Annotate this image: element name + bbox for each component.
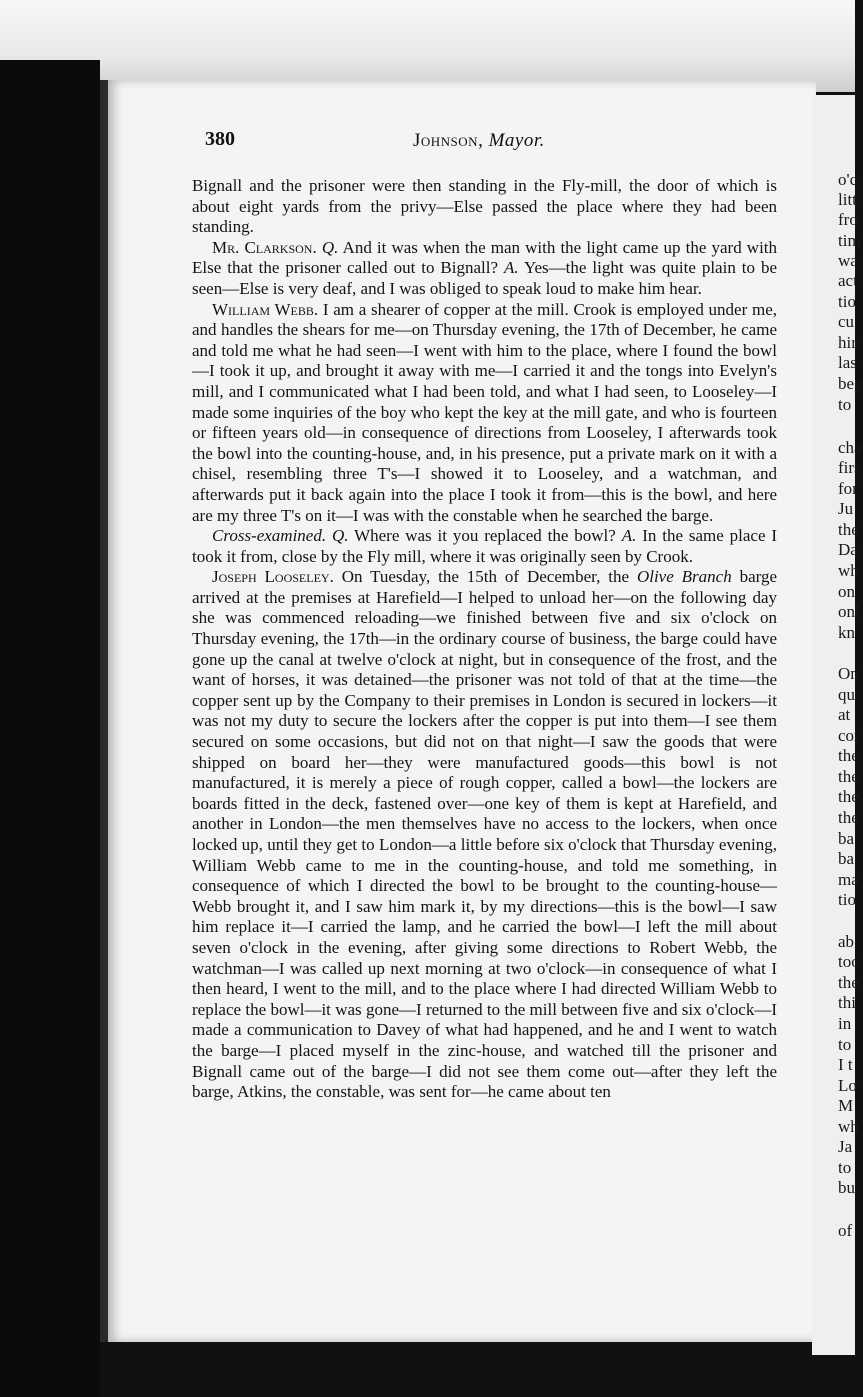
- running-head-title: Mayor.: [488, 130, 545, 151]
- facing-page-fragment: for: [838, 479, 858, 498]
- paragraph: [192, 300, 777, 527]
- answer-marker: A.: [621, 526, 637, 546]
- facing-page-fragment: wh: [838, 1117, 859, 1136]
- facing-page-fragment: ma: [838, 870, 859, 889]
- facing-page-fragment: the: [838, 787, 859, 806]
- facing-page-fragment: in: [838, 1014, 852, 1033]
- facing-page-fragment: the: [838, 746, 859, 765]
- facing-page-edge: [812, 95, 863, 1355]
- page-header: [205, 128, 780, 158]
- answer-text: Yes—the light was quite plain to be seen—Else is very deaf, and I was obliged to speak loud to make him hear.: [192, 258, 777, 298]
- facing-page-fragment: wh: [838, 561, 859, 580]
- facing-page-fragment: of: [838, 1221, 853, 1240]
- running-head: [413, 130, 545, 152]
- facing-page-fragment: hir: [838, 333, 857, 352]
- answer-text: In the same place I took it from, close by the Fly mill, where it was originally seen by Crook.: [192, 526, 778, 566]
- question-text: And it was when the man with the light came up the yard with Else that the prisoner called out to Bignall?: [192, 237, 778, 278]
- facing-page-fragment: Da: [838, 540, 858, 559]
- facing-page-fragment: o'c: [838, 170, 858, 189]
- facing-page-fragment: too: [838, 952, 860, 971]
- facing-page-fragment: bu: [838, 1178, 855, 1197]
- speaker-name: Joseph Looseley.: [212, 567, 334, 587]
- question-marker: Q.: [321, 237, 339, 257]
- paragraph: Bignall and the prisoner were then standing in the Fly-mill, the door of which is about eight yards from the privy—Else passed the place where they had been standing.: [192, 176, 777, 237]
- testimony-text: I am a shearer of copper at the mill. Crook is employed under me, and handles the shears for me—on Thursday evening, the 17th of December, he came and told me what he had seen—I went with him to the place, where I found the bowl—I took it up, and brought it away with me—I carried it and the tongs into Evelyn's mill, and I communicated what I had been told, and what I had seen, to Looseley—I made some inquiries of the boy who kept the key at the mill gate, and who is fourteen or fifteen years old—in consequence of directions from Looseley, I afterwards took the bowl into the counting-house, and, in his presence, put a private mark on it with a chisel, resembling three T's—I showed it to Looseley, and a watchman, and afterwards put it back again into the place I took it from—this is the bowl, and here are my three T's on it—I was with the constable when he searched the barge.: [192, 299, 777, 525]
- facing-page-fragment: cha: [838, 438, 862, 457]
- facing-page-fragment: kn: [838, 623, 855, 642]
- facing-page-fragment: cu: [838, 312, 855, 331]
- barge-name: Olive Branch: [636, 567, 732, 587]
- question-marker: Q.: [331, 526, 349, 546]
- running-head-name: Johnson,: [413, 130, 484, 151]
- facing-page-fragment: onl: [838, 602, 860, 621]
- testimony-text: barge arrived at the premises at Harefield—I helped to unload her—on the following day she was commenced reloading—we finished between five and six o'clock on Thursday evening, the 17th—in the ordinary course of business, the barge could have gone up the canal at twelve o'clock at night, but in consequence of the frost, and the want of horses, it was detained—the prisoner was not told of that at the time—the copper sent up by the Company to their premises in London is secured in lockers—it was not my duty to secure the lockers after the copper is put into them—I see them secured on some occasions, but did not on that night—I saw the goods that were shipped on board her—they were manufactured goods—this bowl is not manufactured, it is merely a piece of rough copper, called a bowl—the lockers are boards fitted in the deck, fastened over—one key of them is kept at Harefield, and another in London—the men themselves have no access to the lockers, when once locked up, until they get to London—a little before six o'clock that Thursday evening, William Webb came to me in the counting-house, and told me something, in consequence of which I directed the bowl to be brought to the counting-house—Webb brought it, and I saw him mark it, by my directions—this is the bowl—I saw him replace it—I carried the lamp, and he carried the bowl—I left the mill about seven o'clock in the evening, after giving some directions to Robert Webb, the watchman—I was called up next morning at two o'clock—in consequence of what I then heard, I went to the mill, and to the place where I had directed William Webb to replace the bowl—it was gone—I returned to the mill between five and six o'clock—I made a communication to Davey of what had happened, and he and I went to watch the barge—I placed myself in the zinc-house, and watched till the prisoner and Bignall came out of the barge—I did not see them come out—after they left the barge, Atkins, the constable, was sent for—he came about ten: [192, 567, 778, 1102]
- facing-page-fragment: on: [838, 582, 855, 601]
- testimony-text: On Tuesday, the 15th of December, the: [341, 567, 630, 587]
- facing-page-fragment: fro: [838, 210, 858, 229]
- facing-page-fragment: Lo: [838, 1076, 857, 1095]
- facing-page-fragment: the: [838, 808, 859, 827]
- facing-page-fragment: Ju: [838, 499, 854, 518]
- cross-examined-label: Cross-examined.: [212, 526, 327, 546]
- paragraph: [192, 567, 777, 1102]
- facing-page-fragment: at: [838, 705, 851, 724]
- facing-page-fragment: qu: [838, 685, 855, 704]
- facing-page-fragment: tio: [838, 292, 856, 311]
- facing-page-fragment: thi: [838, 993, 856, 1012]
- facing-page-fragment: firs: [838, 458, 861, 477]
- facing-page-fragment: cor: [838, 726, 860, 745]
- facing-page-fragment: I t: [838, 1055, 853, 1074]
- speaker-name: William Webb.: [212, 299, 319, 319]
- answer-marker: A.: [503, 258, 519, 278]
- facing-page-fragment: tio: [838, 890, 856, 909]
- scan-top-margin: [0, 0, 855, 92]
- facing-page-fragment: ba: [838, 849, 855, 868]
- facing-page-fragment: ab: [838, 932, 855, 951]
- question-text: Where was it you replaced the bowl?: [354, 526, 616, 546]
- facing-page-fragment: to: [838, 1035, 852, 1054]
- facing-page-fragment: wa: [838, 251, 858, 270]
- facing-page-fragment: ba: [838, 829, 855, 848]
- facing-page-fragment: the: [838, 520, 859, 539]
- facing-page-fragment: las: [838, 353, 857, 372]
- facing-page-fragment: Ja: [838, 1137, 853, 1156]
- page-number: 380: [205, 128, 235, 150]
- scan-left-border: [0, 60, 100, 1397]
- facing-page-fragment: On: [838, 664, 859, 683]
- facing-page-fragment: beg: [838, 374, 863, 393]
- page-body: [192, 176, 777, 1103]
- facing-page-fragment: the: [838, 973, 859, 992]
- facing-page-fragment: M: [838, 1096, 854, 1115]
- facing-page-fragment: the: [838, 767, 859, 786]
- paragraph: [192, 526, 777, 567]
- paragraph: [192, 238, 777, 300]
- facing-page-fragment: to: [838, 1158, 852, 1177]
- facing-page-fragment: to: [838, 395, 852, 414]
- speaker-name: Mr. Clarkson.: [212, 237, 317, 257]
- facing-page-fragment: act: [838, 271, 858, 290]
- facing-page-fragment: litt: [838, 190, 857, 209]
- facing-page-fragment: tim: [838, 231, 861, 250]
